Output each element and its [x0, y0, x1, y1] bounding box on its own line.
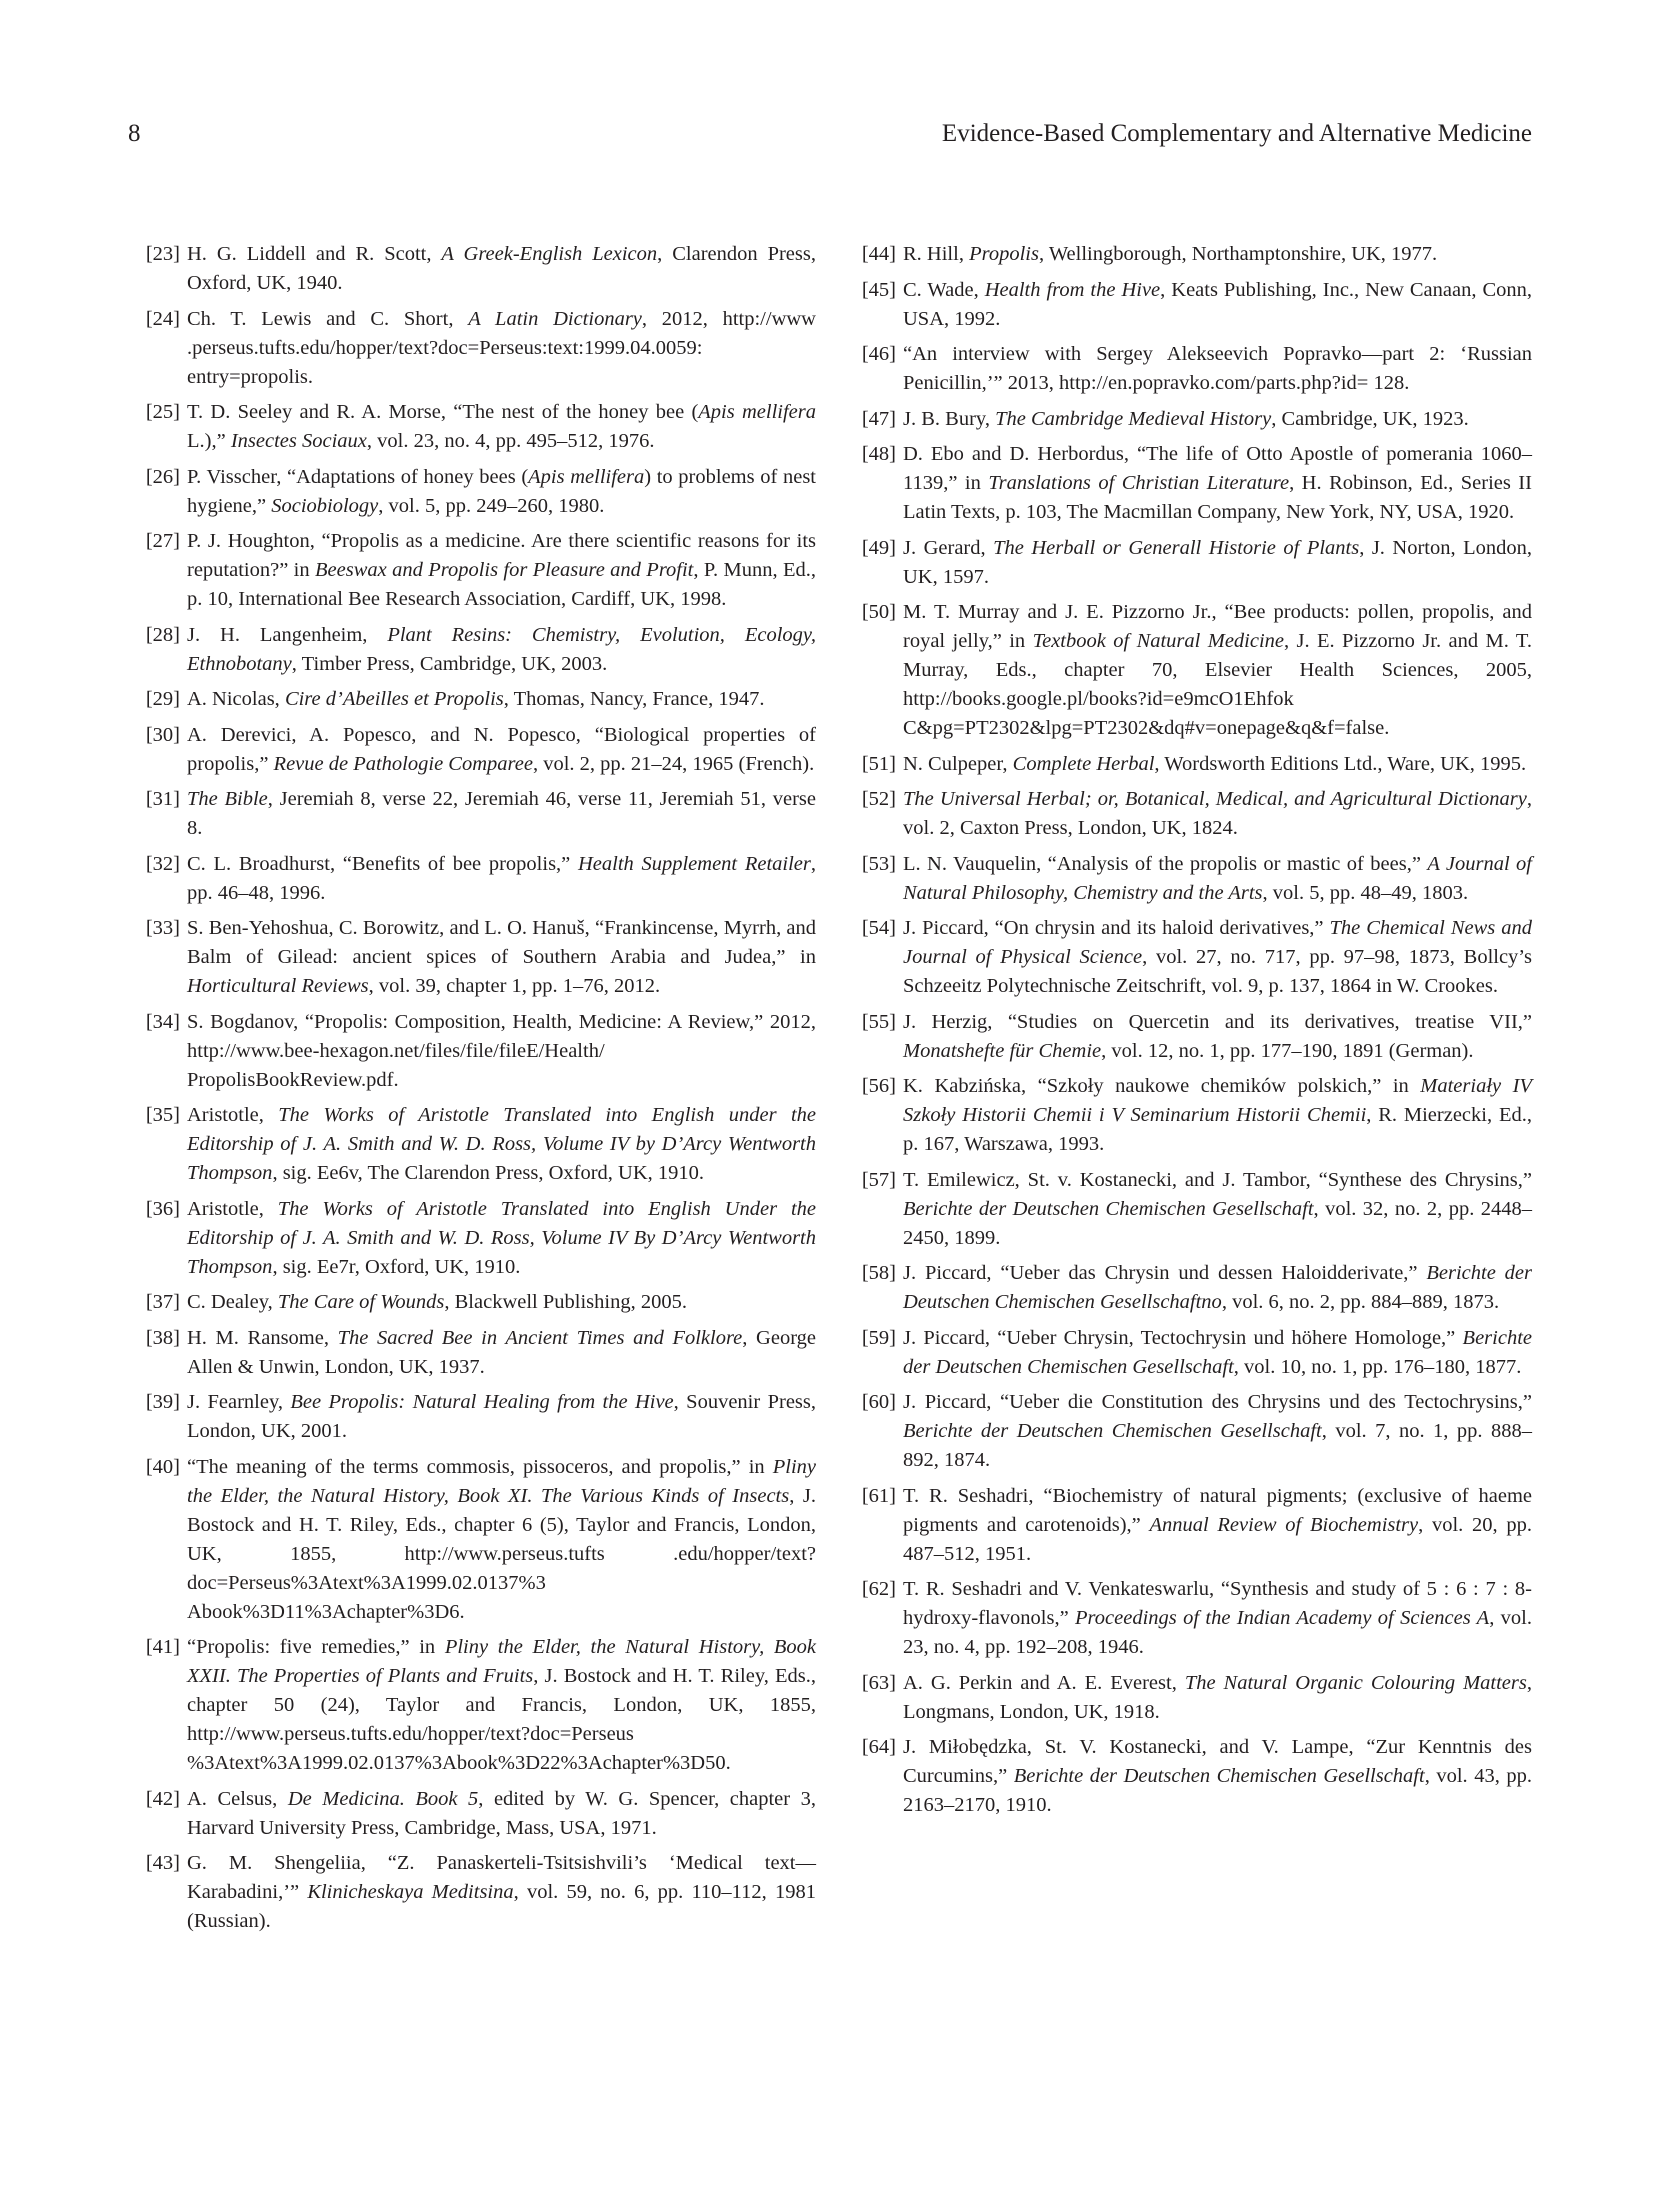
reference-item: [850, 440, 1532, 527]
reference-text: [187, 1327, 816, 1378]
reference-segment: ) to problems of nest hygiene,”: [187, 465, 816, 517]
reference-item: [850, 1259, 1532, 1317]
reference-number: [56]: [861, 1075, 896, 1097]
reference-italic-segment: Berichte der Deutschen Chemischen Gesellschaft: [903, 1326, 1532, 1378]
reference-segment: H. G. Liddell and R. Scott,: [187, 243, 442, 265]
reference-item: [134, 1388, 816, 1446]
reference-segment: J. Gerard,: [903, 536, 994, 559]
reference-number: [58]: [861, 1262, 896, 1284]
reference-italic-segment: Complete Herbal: [1012, 752, 1155, 775]
reference-number: [53]: [861, 852, 896, 875]
reference-italic-segment: Textbook of Natural Medicine: [1032, 630, 1285, 652]
reference-segment: , P. Munn, Ed., p. 10, International Bee Research Association, Cardiff, UK, 1998.: [187, 559, 816, 610]
reference-italic-segment: Beeswax and Propolis for Pleasure and Profit: [315, 559, 694, 581]
reference-segment: A. Derevici, A. Popesco, and N. Popesco, “Biological properties of propolis,”: [187, 723, 816, 775]
references-right-column: [850, 240, 1532, 1827]
reference-number: [43]: [145, 1852, 180, 1874]
reference-number: [60]: [861, 1391, 896, 1413]
reference-text: [903, 788, 1532, 839]
reference-segment: , J. Norton, London, UK, 1597.: [903, 536, 1533, 588]
reference-item: [134, 463, 816, 521]
reference-italic-segment: Revue de Pathologie Comparee: [273, 752, 533, 775]
reference-segment: , Wordsworth Editions Ltd., Ware, UK, 1995.: [1154, 752, 1527, 775]
reference-italic-segment: A Latin Dictionary: [468, 307, 642, 330]
reference-text: [903, 917, 1532, 997]
reference-italic-segment: Annual Review of Biochemistry: [1149, 1513, 1419, 1536]
reference-number: [39]: [145, 1391, 180, 1413]
reference-segment: , sig. Ee6v, The Clarendon Press, Oxford, UK, 1910.: [272, 1162, 705, 1184]
reference-italic-segment: Materiały IV Szkoły Historii Chemii i V Seminarium Historii Chemii: [903, 1075, 1532, 1126]
reference-text: [187, 1291, 687, 1313]
reference-italic-segment: De Medicina. Book 5: [287, 1787, 479, 1810]
reference-item: [134, 685, 816, 714]
reference-segment: , vol. 10, no. 1, pp. 176–180, 1877.: [1233, 1355, 1522, 1378]
reference-segment: , vol. 2, Caxton Press, London, UK, 1824.: [903, 788, 1532, 839]
reference-segment: L. N. Vauquelin, “Analysis of the propolis or mastic of bees,”: [903, 852, 1428, 875]
reference-text: [187, 624, 816, 675]
reference-number: [23]: [145, 243, 180, 265]
reference-number: [26]: [145, 465, 180, 488]
reference-text: [903, 1672, 1532, 1723]
reference-item: [134, 621, 816, 679]
reference-segment: , vol. 32, no. 2, pp. 2448–2450, 1899.: [903, 1197, 1532, 1249]
reference-text: [187, 788, 816, 839]
reference-number: [29]: [145, 688, 180, 710]
reference-item: [850, 340, 1532, 398]
reference-item: [850, 1733, 1532, 1820]
reference-segment: J. Piccard, “Ueber das Chrysin und dessen Haloidderivate,”: [903, 1262, 1427, 1284]
reference-item: [134, 398, 816, 456]
reference-segment: , vol. 5, pp. 48–49, 1803.: [1262, 881, 1469, 904]
reference-text: [903, 1391, 1532, 1471]
reference-segment: J. Fearnley,: [187, 1391, 291, 1413]
reference-text: [187, 466, 816, 517]
reference-text: [187, 1011, 816, 1091]
reference-text: [903, 443, 1532, 523]
reference-segment: , 2012, http://www .perseus.tufts.edu/hopper/text?doc=Perseus:text:1999.04.0059: entry=propolis.: [187, 307, 816, 388]
reference-italic-segment: Berichte der Deutschen Chemischen Gesellschaft: [903, 1197, 1314, 1220]
reference-segment: , edited by W. G. Spencer, chapter 3, Harvard University Press, Cambridge, Mass, USA, 1971.: [187, 1787, 816, 1839]
reference-segment: , Timber Press, Cambridge, UK, 2003.: [291, 652, 608, 675]
reference-segment: J. H. Langenheim,: [187, 623, 388, 646]
reference-item: [850, 405, 1532, 434]
reference-number: [64]: [861, 1736, 896, 1758]
reference-segment: H. M. Ransome,: [187, 1326, 338, 1349]
reference-italic-segment: The Bible: [187, 788, 268, 810]
reference-italic-segment: Proceedings of the Indian Academy of Sciences A: [1075, 1607, 1490, 1629]
reference-text: [903, 1736, 1532, 1816]
reference-italic-segment: Berichte der Deutschen Chemischen Gesellschaftno: [903, 1262, 1533, 1313]
reference-segment: , Jeremiah 8, verse 22, Jeremiah 46, verse 11, Jeremiah 51, verse 8.: [187, 788, 816, 839]
reference-segment: P. Visscher, “Adaptations of honey bees (: [187, 465, 529, 488]
reference-number: [38]: [145, 1326, 180, 1349]
reference-number: [30]: [145, 723, 180, 746]
reference-item: [134, 1195, 816, 1282]
reference-italic-segment: Pliny the Elder, the Natural History, Book XXII. The Properties of Plants and Fruits: [187, 1636, 816, 1687]
reference-item: [850, 1669, 1532, 1727]
reference-segment: S. Bogdanov, “Propolis: Composition, Health, Medicine: A Review,” 2012, http://www.bee-hexagon.net/files/file/fileE/Health/ PropolisBookReview.pdf.: [187, 1010, 816, 1091]
reference-segment: , Longmans, London, UK, 1918.: [903, 1671, 1532, 1723]
reference-number: [51]: [861, 752, 896, 775]
reference-italic-segment: Health Supplement Retailer: [577, 852, 811, 875]
reference-italic-segment: Berichte der Deutschen Chemischen Gesellschaft: [1013, 1765, 1425, 1787]
reference-segment: Ch. T. Lewis and C. Short,: [187, 307, 469, 330]
reference-segment: T. Emilewicz, St. v. Kostanecki, and J. Tambor, “Synthese des Chrysins,”: [903, 1168, 1532, 1191]
reference-number: [45]: [861, 278, 896, 301]
reference-italic-segment: Translations of Christian Literature: [988, 472, 1290, 494]
journal-title: Evidence-Based Complementary and Alternative Medicine: [941, 120, 1532, 147]
reference-text: [187, 917, 816, 997]
reference-segment: , vol. 20, pp. 487–512, 1951.: [903, 1513, 1532, 1565]
reference-segment: , Clarendon Press, Oxford, UK, 1940.: [187, 243, 816, 294]
reference-text: [187, 688, 765, 710]
reference-segment: G. M. Shengeliia, “Z. Panaskerteli-Tsitsishvili’s ‘Medical text—Karabadini,’”: [187, 1852, 816, 1903]
reference-segment: , vol. 2, pp. 21–24, 1965 (French).: [532, 752, 815, 775]
reference-segment: “Propolis: five remedies,” in: [187, 1636, 445, 1658]
reference-segment: S. Ben-Yehoshua, C. Borowitz, and L. O. Hanuš, “Frankincense, Myrrh, and Balm of Gilead: ancient spices of Southern Arabia and Judea,” in: [187, 917, 816, 968]
reference-text: [187, 1104, 816, 1184]
reference-italic-segment: Sociobiology: [271, 494, 379, 517]
reference-segment: , vol. 5, pp. 249–260, 1980.: [378, 494, 605, 517]
reference-item: [850, 1388, 1532, 1475]
reference-segment: J. Miłobędzka, St. V. Kostanecki, and V. Lampe, “Zur Kenntnis des Curcumins,”: [903, 1736, 1532, 1787]
reference-text: [903, 1075, 1532, 1155]
reference-text: [903, 343, 1532, 394]
reference-number: [24]: [145, 307, 180, 330]
reference-italic-segment: The Works of Aristotle Translated into English under the Editorship of J. A. Smith and W. D. Ross, Volume IV by D’Arcy Wentworth Thompson: [187, 1104, 816, 1184]
reference-italic-segment: The Works of Aristotle Translated into English Under the Editorship of J. A. Smith and W. D. Ross, Volume IV By D’Arcy Wentworth Thompson: [187, 1197, 816, 1278]
reference-item: [850, 240, 1532, 269]
reference-number: [50]: [861, 601, 896, 623]
reference-number: [52]: [861, 788, 896, 810]
reference-number: [36]: [145, 1197, 180, 1220]
reference-segment: T. R. Seshadri and V. Venkateswarlu, “Synthesis and study of 5 : 6 : 7 : 8-hydroxy-flavonols,”: [903, 1578, 1532, 1629]
reference-text: [903, 853, 1532, 904]
reference-text: [187, 724, 816, 775]
reference-italic-segment: Bee Propolis: Natural Healing from the Hive: [290, 1391, 674, 1413]
reference-segment: , vol. 12, no. 1, pp. 177–190, 1891 (German).: [1101, 1039, 1474, 1062]
reference-segment: , J. Bostock and H. T. Riley, Eds., chapter 50 (24), Taylor and Francis, London, UK, 1855, http://www.perseus.tufts.edu/hopper/text?doc=Perseus %3Atext%3A1999.02.0137%3Abook%3D22%3Achapter%3D50.: [187, 1665, 816, 1774]
reference-segment: , Wellingborough, Northamptonshire, UK, 1977.: [1038, 243, 1438, 265]
reference-number: [46]: [861, 343, 896, 365]
reference-segment: D. Ebo and D. Herbordus, “The life of Otto Apostle of pomerania 1060–1139,” in: [903, 443, 1532, 494]
reference-segment: Aristotle,: [187, 1197, 278, 1220]
reference-segment: , R. Mierzecki, Ed., p. 167, Warszawa, 1993.: [903, 1104, 1532, 1155]
reference-segment: K. Kabzińska, “Szkoły naukowe chemików polskich,” in: [903, 1075, 1421, 1097]
reference-item: [134, 1785, 816, 1843]
reference-segment: J. Piccard, “Ueber die Constitution des Chrysins und des Tectochrysins,”: [903, 1391, 1532, 1413]
reference-item: [134, 1453, 816, 1627]
reference-number: [33]: [145, 917, 180, 939]
reference-number: [42]: [145, 1787, 180, 1810]
reference-text: [903, 753, 1526, 775]
reference-text: [187, 1456, 816, 1623]
reference-segment: , sig. Ee7r, Oxford, UK, 1910.: [272, 1255, 521, 1278]
reference-number: [32]: [145, 852, 180, 875]
reference-number: [55]: [861, 1010, 896, 1033]
reference-segment: P. J. Houghton, “Propolis as a medicine. Are there scientific reasons for its reputation?” in: [187, 530, 816, 581]
reference-text: [903, 601, 1532, 739]
reference-segment: , vol. 23, no. 4, pp. 192–208, 1946.: [903, 1607, 1532, 1658]
reference-text: [187, 1636, 816, 1774]
reference-number: [31]: [145, 788, 180, 810]
reference-number: [48]: [861, 443, 896, 465]
reference-item: [850, 1482, 1532, 1569]
reference-italic-segment: The Cambridge Medieval History: [995, 407, 1272, 430]
reference-item: [850, 598, 1532, 743]
reference-item: [850, 534, 1532, 592]
reference-segment: “An interview with Sergey Alekseevich Popravko—part 2: ‘Russian Penicillin,’” 2013, http://en.popravko.com/parts.php?id= 128.: [903, 343, 1532, 394]
reference-number: [40]: [145, 1455, 180, 1478]
reference-segment: , vol. 43, pp. 2163–2170, 1910.: [903, 1765, 1532, 1816]
reference-italic-segment: The Natural Organic Colouring Matters: [1184, 1671, 1527, 1694]
reference-item: [850, 1008, 1532, 1066]
reference-segment: , vol. 27, no. 717, pp. 97–98, 1873, Bollcy’s Schzeeitz Polytechnische Zeitschrift, vol. 9, p. 137, 1864 in W. Crookes.: [903, 946, 1532, 997]
reference-italic-segment: A Greek-English Lexicon: [441, 243, 658, 265]
reference-segment: T. D. Seeley and R. A. Morse, “The nest of the honey bee (: [187, 401, 699, 423]
reference-number: [28]: [145, 623, 180, 646]
reference-number: [62]: [861, 1578, 896, 1600]
reference-segment: J. Piccard, “Ueber Chrysin, Tectochrysin und höhere Homologe,”: [903, 1326, 1463, 1349]
reference-segment: “The meaning of the terms commosis, pissoceros, and propolis,” in: [187, 1455, 773, 1478]
reference-number: [27]: [145, 530, 180, 552]
reference-italic-segment: A Journal of Natural Philosophy, Chemistry and the Arts: [903, 852, 1532, 904]
reference-segment: M. T. Murray and J. E. Pizzorno Jr., “Bee products: pollen, propolis, and royal jelly,” in: [903, 601, 1532, 652]
reference-italic-segment: The Sacred Bee in Ancient Times and Folklore: [337, 1326, 743, 1349]
reference-number: [63]: [861, 1671, 896, 1694]
reference-text: [187, 1391, 816, 1442]
reference-italic-segment: Propolis: [969, 243, 1039, 265]
reference-number: [25]: [145, 401, 180, 423]
reference-item: [850, 750, 1532, 779]
reference-item: [134, 1101, 816, 1188]
reference-segment: , vol. 7, no. 1, pp. 888–892, 1874.: [903, 1420, 1532, 1471]
reference-italic-segment: The Herball or Generall Historie of Plants: [993, 536, 1360, 559]
reference-item: [850, 1324, 1532, 1382]
reference-item: [134, 240, 816, 298]
reference-italic-segment: Klinicheskaya Meditsina: [307, 1881, 514, 1903]
reference-item: [850, 1072, 1532, 1159]
reference-number: [44]: [861, 243, 896, 265]
reference-item: [850, 850, 1532, 908]
reference-segment: A. Celsus,: [187, 1787, 288, 1810]
reference-segment: N. Culpeper,: [903, 752, 1013, 775]
reference-segment: C. L. Broadhurst, “Benefits of bee propolis,”: [187, 852, 578, 875]
reference-item: [850, 1166, 1532, 1253]
reference-segment: , George Allen & Unwin, London, UK, 1937.: [187, 1326, 816, 1378]
reference-text: [903, 1262, 1532, 1313]
reference-text: [187, 243, 816, 294]
reference-segment: , vol. 23, no. 4, pp. 495–512, 1976.: [366, 430, 655, 452]
reference-number: [49]: [861, 536, 896, 559]
reference-item: [134, 1324, 816, 1382]
reference-item: [134, 1008, 816, 1095]
reference-italic-segment: Health from the Hive: [984, 278, 1161, 301]
reference-text: [187, 853, 816, 904]
reference-italic-segment: The Universal Herbal; or, Botanical, Medical, and Agricultural Dictionary: [903, 788, 1527, 810]
reference-segment: J. B. Bury,: [903, 407, 996, 430]
reference-segment: , Souvenir Press, London, UK, 2001.: [187, 1391, 816, 1442]
reference-number: [41]: [145, 1636, 180, 1658]
reference-text: [187, 308, 816, 388]
reference-number: [47]: [861, 407, 896, 430]
reference-segment: A. G. Perkin and A. E. Everest,: [903, 1671, 1185, 1694]
reference-item: [134, 305, 816, 392]
reference-italic-segment: Monatshefte für Chemie: [903, 1039, 1102, 1062]
reference-item: [850, 785, 1532, 843]
reference-number: [59]: [861, 1326, 896, 1349]
reference-text: [903, 537, 1532, 588]
reference-text: [903, 279, 1532, 330]
reference-segment: , J. Bostock and H. T. Riley, Eds., chapter 6 (5), Taylor and Francis, London, UK, 1855, http://www.perseus.tufts .edu/hopper/text?doc=Perseus%3Atext%3A1999.02.0137%3 Abook%3D11%3Achapter%3D6.: [187, 1484, 816, 1623]
reference-text: [187, 1852, 816, 1932]
reference-italic-segment: Plant Resins: Chemistry, Evolution, Ecology, Ethnobotany: [187, 623, 816, 675]
reference-text: [187, 530, 816, 610]
reference-segment: J. Herzig, “Studies on Quercetin and its derivatives, treatise VII,”: [903, 1010, 1532, 1033]
reference-italic-segment: Horticultural Reviews: [187, 975, 369, 997]
reference-segment: , H. Robinson, Ed., Series II Latin Texts, p. 103, The Macmillan Company, New York, NY, USA, 1920.: [903, 472, 1532, 523]
reference-item: [850, 276, 1532, 334]
reference-italic-segment: The Chemical News and Journal of Physical Science: [903, 917, 1532, 968]
reference-segment: A. Nicolas,: [187, 688, 285, 710]
reference-segment: L.),”: [187, 430, 231, 452]
reference-number: [35]: [145, 1104, 180, 1126]
reference-text: [903, 1485, 1532, 1565]
reference-text: [903, 1327, 1532, 1378]
reference-item: [134, 785, 816, 843]
reference-item: [134, 914, 816, 1001]
reference-segment: , J. E. Pizzorno Jr. and M. T. Murray, Eds., chapter 70, Elsevier Health Sciences, 2005, http://books.google.pl/books?id=e9mcO1Ehfok C&pg=PT2302&lpg=PT2302&dq#v=onepage&q&f=false.: [903, 630, 1532, 739]
reference-number: [57]: [861, 1168, 896, 1191]
reference-item: [850, 1575, 1532, 1662]
reference-number: [61]: [861, 1484, 896, 1507]
reference-italic-segment: The Care of Wounds: [277, 1291, 445, 1313]
reference-text: [903, 408, 1469, 430]
reference-segment: T. R. Seshadri, “Biochemistry of natural pigments; (exclusive of haeme pigments and carotenoids),”: [903, 1484, 1532, 1536]
reference-text: [187, 1198, 816, 1278]
reference-text: [903, 243, 1437, 265]
reference-segment: J. Piccard, “On chrysin and its haloid derivatives,”: [903, 917, 1330, 939]
reference-item: [134, 527, 816, 614]
reference-segment: , vol. 39, chapter 1, pp. 1–76, 2012.: [368, 975, 661, 997]
reference-item: [134, 850, 816, 908]
reference-item: [134, 1633, 816, 1778]
reference-segment: Aristotle,: [187, 1104, 279, 1126]
reference-segment: , vol. 59, no. 6, pp. 110–112, 1981 (Russian).: [187, 1881, 816, 1932]
reference-text: [903, 1578, 1532, 1658]
reference-segment: , pp. 46–48, 1996.: [187, 852, 816, 904]
reference-text: [903, 1011, 1532, 1062]
reference-italic-segment: Berichte der Deutschen Chemischen Gesellschaft: [903, 1420, 1322, 1442]
reference-segment: , vol. 6, no. 2, pp. 884–889, 1873.: [1221, 1291, 1500, 1313]
reference-italic-segment: Apis mellifera: [528, 465, 645, 488]
reference-italic-segment: Insectes Sociaux: [230, 430, 367, 452]
reference-item: [134, 1849, 816, 1936]
reference-number: [34]: [145, 1010, 180, 1033]
reference-segment: , Blackwell Publishing, 2005.: [444, 1291, 687, 1313]
reference-item: [134, 721, 816, 779]
reference-segment: C. Wade,: [903, 278, 985, 301]
reference-italic-segment: Apis mellifera: [698, 401, 816, 423]
reference-italic-segment: Cire d’Abeilles et Propolis: [284, 688, 504, 710]
reference-segment: , Thomas, Nancy, France, 1947.: [503, 688, 765, 710]
reference-number: [54]: [861, 917, 896, 939]
reference-segment: C. Dealey,: [187, 1291, 278, 1313]
reference-segment: R. Hill,: [903, 243, 970, 265]
page-number: 8: [128, 120, 141, 147]
references-left-column: [134, 240, 816, 1943]
reference-number: [37]: [145, 1291, 180, 1313]
reference-italic-segment: Pliny the Elder, the Natural History, Book XI. The Various Kinds of Insects: [187, 1455, 816, 1507]
reference-item: [850, 914, 1532, 1001]
reference-text: [903, 1169, 1532, 1249]
reference-segment: , Cambridge, UK, 1923.: [1271, 407, 1469, 430]
reference-text: [187, 1788, 816, 1839]
reference-segment: , Keats Publishing, Inc., New Canaan, Conn, USA, 1992.: [903, 278, 1532, 330]
reference-item: [134, 1288, 816, 1317]
reference-text: [187, 401, 816, 452]
